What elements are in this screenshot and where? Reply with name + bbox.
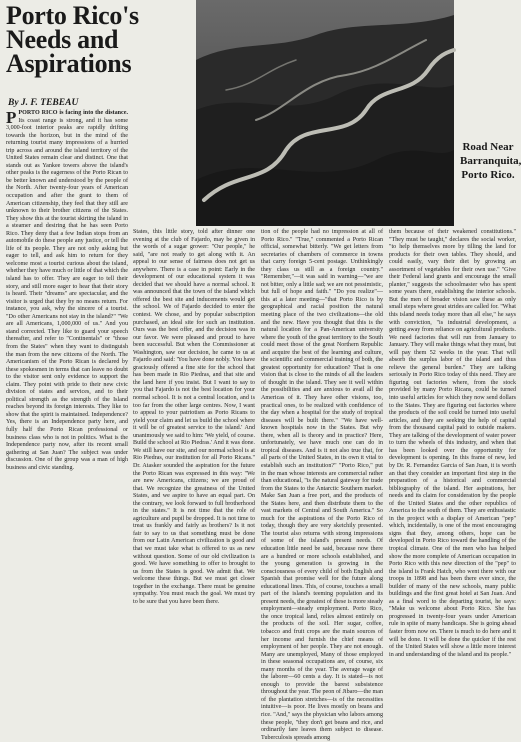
article-column-4 <box>389 229 516 702</box>
column-3-text-continued: rather than educational, "is the natural gateway for trade from the States to the Antarctic Southern market. Make San Juan a free port, and the products of the States here, and then distribute them to the vast markets of Central and South America." So much for the aspirations of the Porto Rico of today, though they are very sketchily presented. The tourist also returns with strong impressions of some of the island's present needs. Of education little need be said, because now there are a hundred or more schools established, and the young generation is growing in the consciousness of every child of both English and Spanish that promise well for the future along educational lines. This, of course, touches a small part of the island's teeming population and its present needs, the greatest of these is more steady employment—steady employment. Porto Rico, the once tropical land, relies almost entirely on the products of the soil. Her sugar, coffee, tobacco and fruit crops are the main sources of her income and furnish the chief means of employment of her people. They are not enough. Many are unemployed, Many of those employed in these seasonal occupations are, of course, six many months of the year. The average wage of the laborer—60 cents a day. It is stated—is not enough to provide the barest subsistence throughout the year. The peon of Jibaro—the man of the plantation stretches—is of the necessities intuitive—is poor. He lives mostly on beans and rice. "And," says the physician who labors among these people, "they don't get beans and rice, and ordinarily fare leaves them subject to disease. Tuberculosis spreads among <box>261 470 383 741</box>
article-column-1 <box>6 110 128 702</box>
article-column-2 <box>133 229 255 702</box>
drop-cap: P <box>6 108 17 127</box>
column-4-text: them because of their weakened constitutions." "They must be taught," declares the social worker, "to help themselves more by tilling the land for products for their own tables. They should, and could easily, vary their diet by growing an assortment of vegetables for their own use." "Give their Federal land grants and encourage the small planter," suggests the schoolmaster who has spent some years there, establishing the interior schools. But the men of broader vision saw these as only small steps where great strides are called for. "What this island needs today more than all else," he says with conviction, "is industrial development, a getting away from reliance on agricultural products. We need factories that will run from January to January. They will make things what they must, but will pay them 52 weeks in the year. That will absorb the surplus labor of the island and thus relieve the general burden." They are talking seriously in Porto Rico today of this need. They are figuring out factories where, from the stock provided by many Porto Ricans, could be turned into useful articles for which they now send dollars to the States. They are figuring out factories where the products of the soil could be turned into useful articles, and they are seeking the help of capital from the thousand capital paid to outside makers. They are talking of the development of water power to turn the wheels of this industry, and when that has been looked over the opportunity for development is opening. In this frame of new, led by Dr. R. Fernandez Garcia of San Juan, it is worth an that they consider an important first step in the preparation of a historical and commercial bibliography of the island. Her aspirations, her needs and its claim for consideration by the people of the United States and the other republics of America to the south of them. They are enthusiastic in the project with a display of American "pep" which, incidentally, is one of the most encouraging signs that they, among others, hope can be developed in Porto Rico toward the handling of the tropical climate. One of the men who has helped show the more complete of American occupation in Porto Rico with this new direction of the "pep" to the island is Frank Hatch, who went there with our troops in 1898 and has been there ever since, the builder of many of the new schools, many public buildings and the first great hotel at San Juan. And as a final word to the departing tourist, he says: "Make us welcome about Porto Rico. She has progressed in twenty-four years under American rule in spite of many handicaps. She is going ahead faster from now on. There is much to do here and it will be done. It will be done the quicker if the rest of the United States will show a little more interest in and understanding of the island and its people." <box>389 229 516 658</box>
article-column-3 <box>261 229 383 741</box>
column-2-text: States, this little story, told after dinner one evening at the club of Fajardo, may be given in the words of a sugar grower: "Our people," he said, "are not ready to get along with it. An appeal to our sense of fairness does not get us anywhere. There is a case in point: Early in the development of our educational system it was decided that we should have a normal school. It was announced that the town of the island which offered the best site and inducements would get the school. We of Fajardo decided to enter the contest. We chose, and by popular subscription purchased, an ideal site for such an institution. Ours was the best offer, and the decision was in our favor. We were pleased and proud to have been successful. But when the Commissioner at Washington, saw our decision, he came to us at Fajardo and said: 'You have done nobly. You have graciously offered a fine site for the school that has been made in Rio Piedras, and that site and the land here if you insist. But I want to say to you that Fajardo is not the best location for your normal school. It is not a central location, and is too far from the other large centres. Now, I want to appeal to your patriotism as Porto Ricans to yield your claim and let us build the school where it will be of greatest service to the island.' And unanimously we said to him: 'We yield, of course. Build the school at Rio Piedras.' And it was done. We still have our site, and our normal school is at Rio Piedras, our institution for all Porto Ricans." Dr. Atasker sounded the aspiration for the future the Porto Rican was expressed in this way: "We are new Americans, citizens; we are proud of that. We recognize the greatness of the United States, and we aspire to have an equal part. On the contrary, we look forward to full brotherhood in the states." It is not time that the role of agriculture and pupil be dropped. It is not time to treat us frankly and fairly as brothers? Is it not fair to say to us that something must be done from our Latin American civilization is good and that we must take what is offered to us as new without question. Some of our old civilization is good. We have something to offer to brought to us from the States is good. We admit that. We welcome these things. But we must get closer together in the exchange. There must be genuine sympathy. You must reach the goal. We must try to be sure that you have been there. <box>133 229 255 605</box>
mountain-road-image <box>196 0 454 226</box>
photo-caption: Road Near Barranquita, Porto Rico. <box>460 141 521 181</box>
column-1-text: Its coast range is strong, and it has some 3,000-foot interior peaks are rapidly drifting towards the horizon, but in the mind of the returning tourist many impressions of a hurried trip across and around the island territory of the United States remain clear and distinct. One that stands out as Yankee towers above the island's other peaks is the eagerness of the Porto Rican to be better known and understood by the people of the North. After twenty-four years of American occupation and after the grant to them of American citizenship, they feel that they still are unknown to their brother citizens of the States. They show this at the tourist skirting the island in a steamer and desiring that he has seen Porto Rico. They deny that a few Indian stops from an automobile do these people any justice, or tell the life of its people. They are not only asking but eager to tell, and ask him to return for they welcome most a tourist curious about the island, whether they have much or little of that which the island has to offer. They are eager to tell their story, and still more eager to hear that their story is heard. Their "dreams" are spectacular, and the visitor is urged that they by no means return. For instance, you ask, why the sincere of a tourist. "Do other Americans not stay in the island?" "We are all Americans, 1,000,000 of us." And you stand corrected. They like to guard your speech thereafter, and refer to "Continentals" or "those from the States" when they want to distinguish the man from the new citizens of the North. The Americanism of the Porto Rican is declared by these spokesmen in terms that can leave no doubt to the visitor sent only evidence to support the claim. They point with pride to their new civic division of states and services, and to their political strength as the strength of the Island reaches beyond its foreign interests. They like to show that the spirit is maintained. Independence? Yes, there is an Independence party here, and fully half the Porto Rican professional or business class who is not in politics. What is the Independence party now, after its recent small gathering at San Juan? The subject was under discussion. One of the group was a man of high business and civic standing. <box>6 117 128 471</box>
lead-sentence: PORTO RICO is facing into the distance. <box>18 110 128 116</box>
article-byline: By J. F. TEBEAU <box>8 98 79 108</box>
column-3-text: tion of the people had no impression at all of Porto Rico." "True," commented a Porto Rican official, somewhat bitterly. "We get letters from secretaries of chambers of commerce in towns that carry foreign 5-cent postage. Unthinkingly they class us still as a foreign country." "Remember,"—it was said in warning—"we are not bitter, only a little sad; we are not pessimistic, but full of hope and faith." "Do you realize"—this at a later meeting—"that Porto Rico is by geographical and racial position the natural meeting place of the two civilizations—the old and the new. Have you thought that this is the natural location for a Pan-American university where the youth of the great territory to the South could meet those of the great Northern Republic and acquire the best of the learning and culture, the scientific and commercial training of both, the greatest opportunity for education? That is one vision that is close to the minds of all the leaders of thought in the island. They see it well within the possibilities and are anxious to avail all the Americas of it. They have other visions, too, practical ones, to be realized with confidence of the day when a hospital for the study of tropical diseases will be built there." "We have well-known hospitals now in the States. But why there, when all is theory and in practice? Here, unfortunately, we have much one can do in tropical diseases. And is it not also true that, for all parts of the United States, in its own it vital to establish such an institution?" "Porto Rico," put in the man whose interests are commercial <box>261 229 383 477</box>
article-headline: Porto Rico's Needs and Aspirations <box>6 1 139 78</box>
road-photo <box>196 0 454 226</box>
